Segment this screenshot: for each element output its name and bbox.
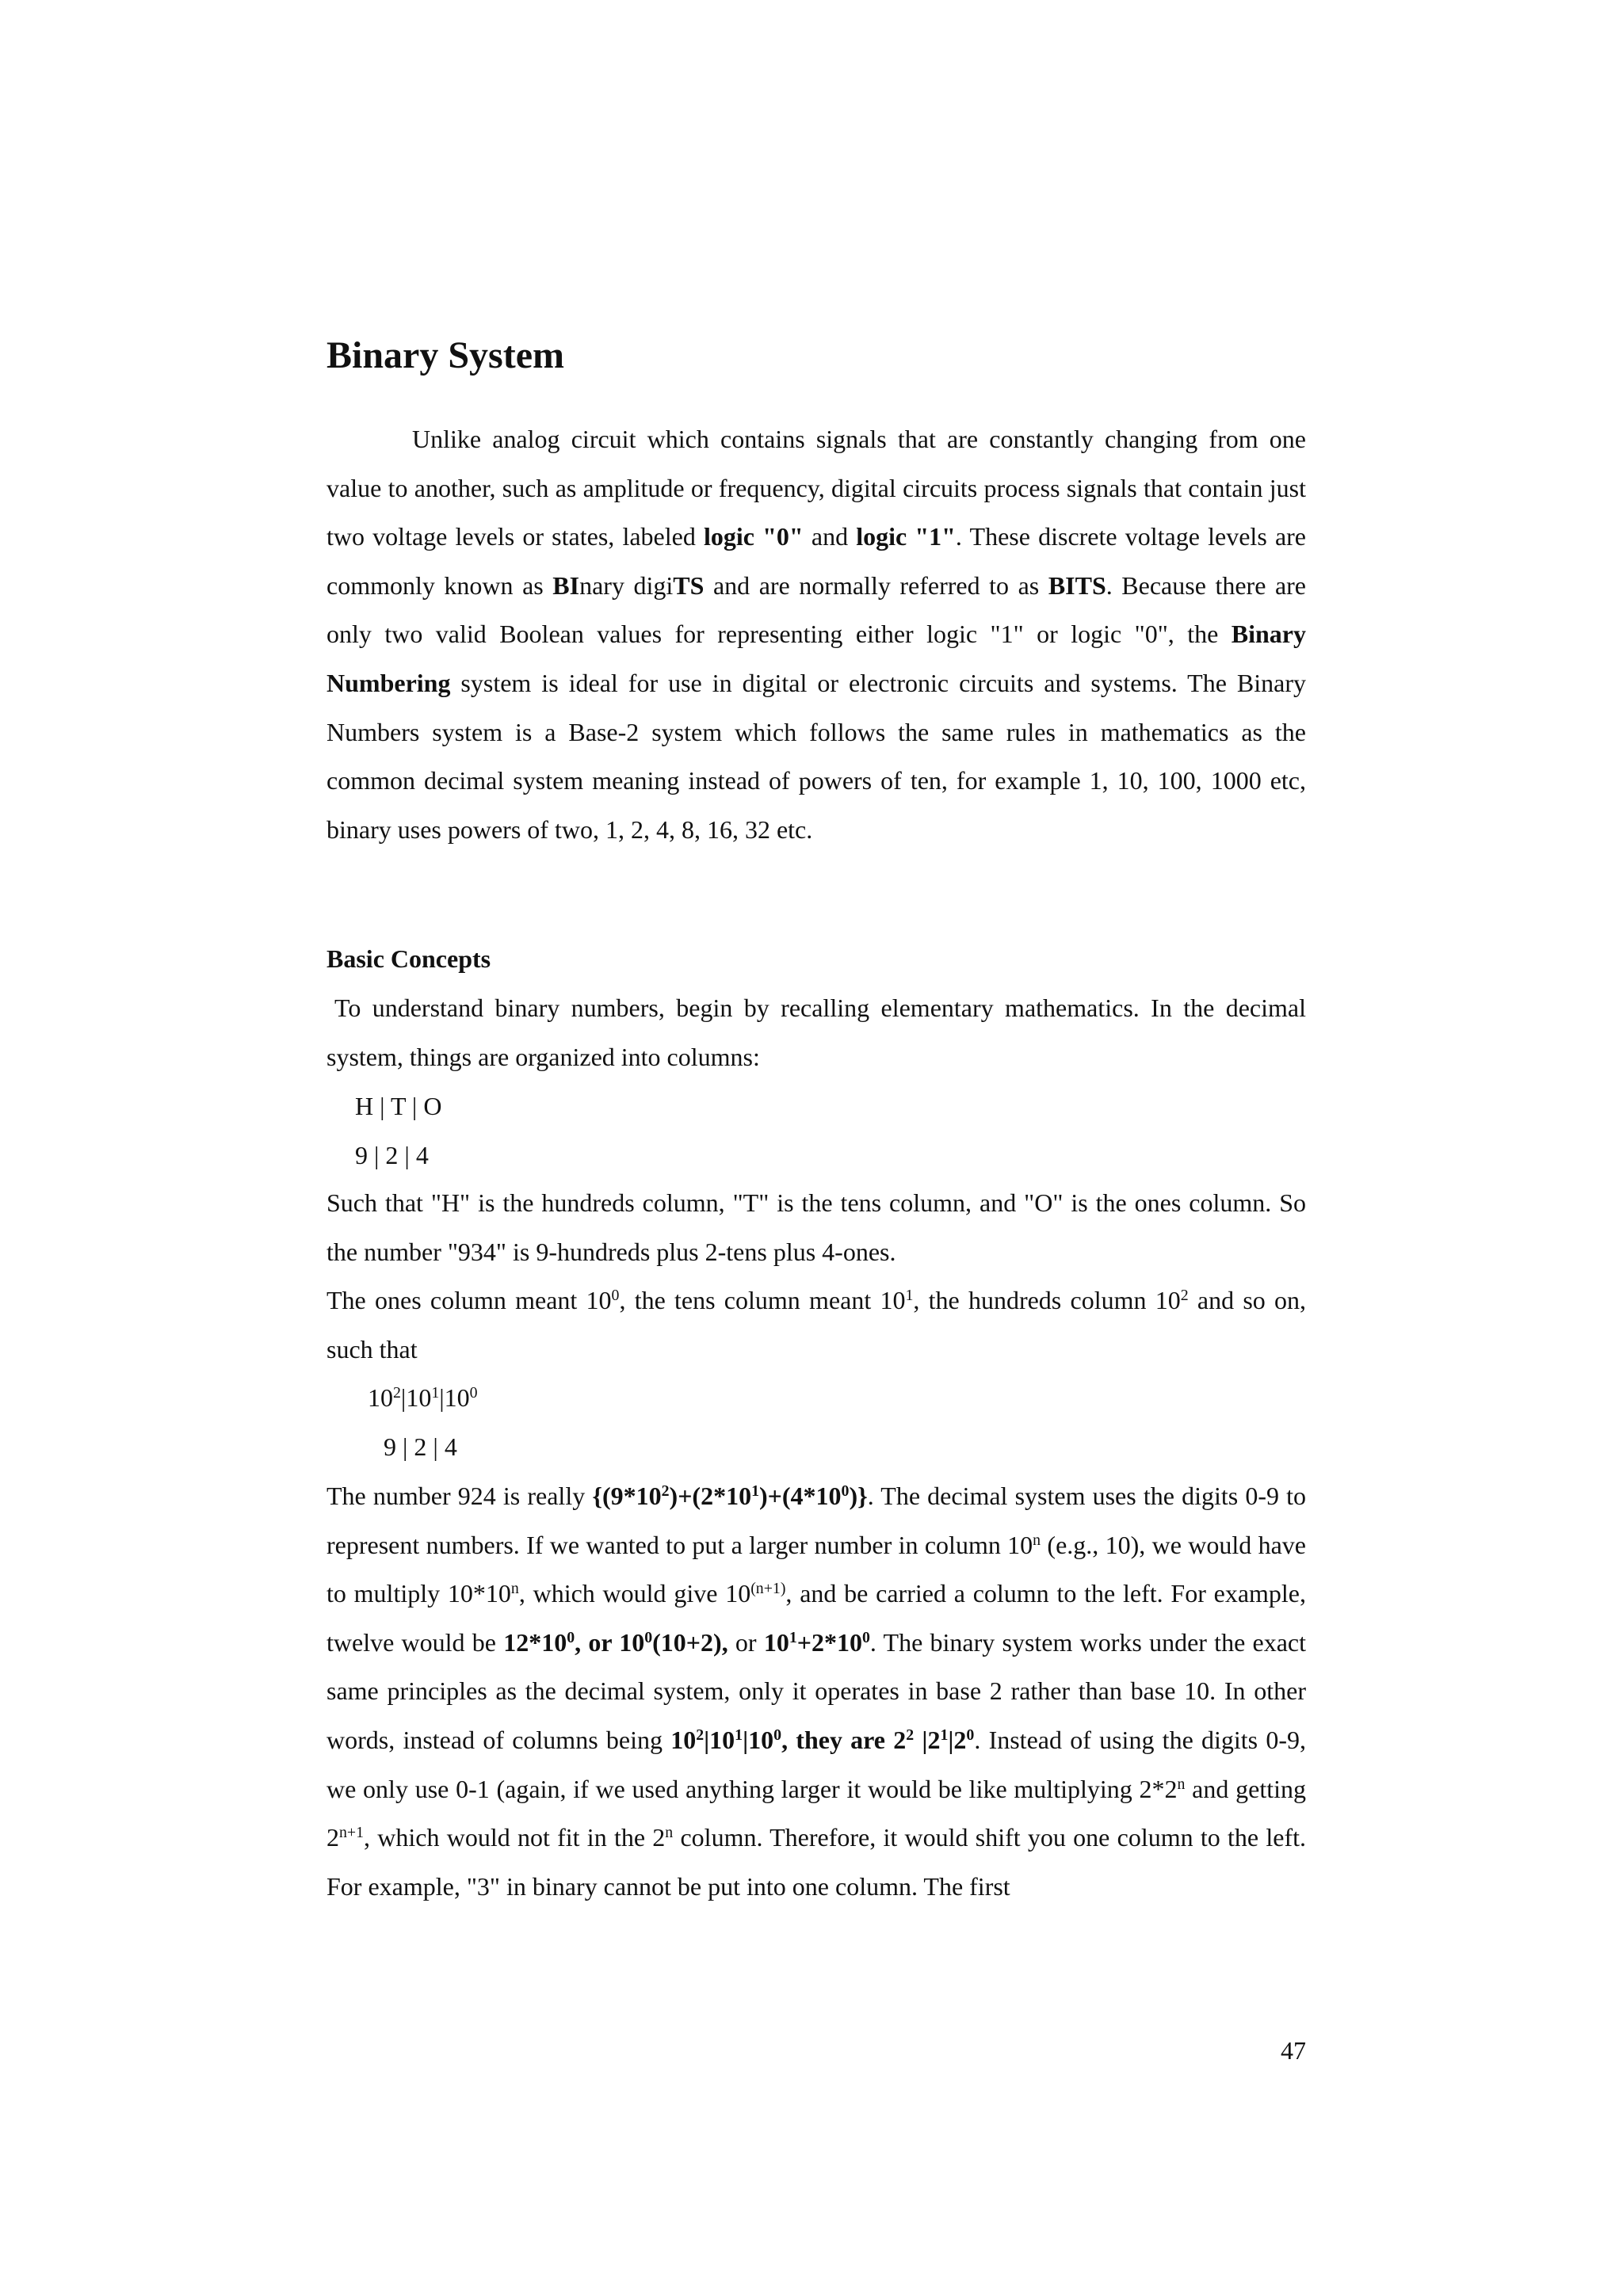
text-run: 10	[763, 1627, 789, 1657]
twelve-formula-alt	[764, 1628, 870, 1657]
text-run: , they are 2	[781, 1725, 907, 1754]
superscript: n	[1033, 1531, 1041, 1549]
text-run: )+(4*10	[759, 1482, 842, 1510]
text-run: The ones column meant 10	[327, 1286, 612, 1315]
twelve-formula	[503, 1628, 727, 1657]
superscript: 1	[431, 1384, 440, 1402]
superscript: 1	[940, 1726, 949, 1745]
text-run: , the tens column meant 10	[619, 1286, 906, 1315]
text-run: The number 924 is really	[327, 1482, 593, 1510]
text-run: (e.g., 10), we would have to multiply 10*10	[327, 1530, 1307, 1608]
column-value-row: 9 | 2 | 4	[355, 1141, 429, 1169]
superscript: 0	[469, 1384, 478, 1402]
superscript: 2	[661, 1482, 670, 1501]
text-run: |10	[704, 1725, 735, 1754]
text-run: , the hundreds column 10	[913, 1286, 1181, 1315]
superscript: n	[665, 1824, 674, 1842]
text-run: . Because there are only two valid Boolean values for representing either logic "1" or logic "0", the	[327, 570, 1307, 649]
superscript: 0	[611, 1287, 620, 1305]
powers-value-row: 9 | 2 | 4	[384, 1432, 457, 1461]
superscript: 0	[773, 1726, 782, 1745]
text-run: nary digi	[579, 570, 674, 600]
text-run: or	[727, 1627, 764, 1657]
text-run: . Instead of using the digits 0-9, we only use 0-1 (again, if we used anything larger it would be like multiplying 2*2	[327, 1725, 1307, 1803]
columns-explanation	[327, 1179, 1306, 1374]
superscript: 0	[861, 1628, 870, 1646]
text-run: 10	[406, 1383, 432, 1412]
text-run: )}	[849, 1482, 868, 1510]
term-bi: BI	[552, 570, 580, 600]
page-title: Binary System	[327, 334, 564, 376]
text-run: and getting 2	[327, 1774, 1307, 1852]
superscript: 1	[789, 1628, 797, 1646]
text-run: , and be carried a column to the left. For example, twelve would be	[327, 1579, 1307, 1657]
expansion-formula	[592, 1482, 867, 1510]
text-run: 10	[444, 1383, 470, 1412]
superscript: 1	[905, 1287, 914, 1305]
superscript: 1	[751, 1482, 759, 1501]
superscript: 0	[567, 1628, 575, 1646]
separator: |	[439, 1383, 445, 1412]
text-run: . These discrete voltage levels are commonly known as	[327, 522, 1306, 600]
text-run: and so on, such that	[327, 1286, 1307, 1363]
text-run: )+(2*10	[669, 1482, 752, 1510]
text-run: +2*10	[796, 1627, 862, 1657]
hto-paragraph: Such that "H" is the hundreds column, "T" is the tens column, and "O" is the ones column. So the number "934" is 9-hundreds plus 2-tens plus 4-ones.	[327, 1188, 1306, 1266]
superscript: 2	[393, 1384, 401, 1402]
text-run: . The decimal system uses the digits 0-9 to represent numbers. If we wanted to put a larger number in column 10	[327, 1482, 1307, 1559]
text-run: 12*10	[503, 1627, 567, 1657]
text-run: and are normally referred to as	[704, 570, 1048, 600]
columns-formula	[670, 1726, 974, 1754]
superscript: 2	[906, 1726, 915, 1745]
section-heading-basic-concepts: Basic Concepts	[327, 944, 491, 973]
decimal-binary-paragraph	[327, 1472, 1306, 1911]
superscript: 1	[735, 1726, 743, 1745]
text-run: , which would give 10	[518, 1579, 751, 1608]
superscript: 2	[696, 1726, 705, 1745]
text-run: 10	[368, 1383, 393, 1412]
text-run: (10+2),	[652, 1627, 728, 1657]
text-run: column. Therefore, it would shift you one column to the left. For example, "3" in binary cannot be put into one column. The first	[327, 1823, 1307, 1901]
text-run: , or 10	[575, 1627, 645, 1657]
term-bits: BITS	[1048, 570, 1106, 600]
term-logic-1: logic "1"	[856, 522, 956, 551]
basic-intro-paragraph: To understand binary numbers, begin by recalling elementary mathematics. In the decimal system, things are organized into columns:	[327, 994, 1306, 1071]
superscript: n	[1177, 1775, 1186, 1793]
text-run: |10	[743, 1725, 774, 1754]
text-run: {(9*10	[592, 1482, 662, 1510]
intro-paragraph	[327, 415, 1306, 854]
text-run: Unlike analog circuit which contains signals that are constantly changing from one value to another, such as amplitude or frequency, digital circuits process signals that contain just two voltage levels or states, labeled	[327, 425, 1306, 551]
term-logic-0: logic "0"	[704, 522, 804, 551]
powers-header-row	[368, 1374, 478, 1421]
text-run: , which would not fit in the 2	[364, 1823, 666, 1852]
text-run: and	[803, 522, 857, 551]
term-ts: TS	[673, 570, 705, 600]
column-header-row: H | T | O	[355, 1092, 442, 1120]
text-run: |2	[948, 1725, 967, 1754]
superscript: 0	[841, 1482, 850, 1501]
text-run: |2	[914, 1725, 941, 1754]
superscript: 2	[1180, 1287, 1189, 1305]
superscript: n+1	[339, 1824, 365, 1842]
text-run: system is ideal for use in digital or electronic circuits and systems. The Binary Numbers system is a Base-2 system which follows the same rules in mathematics as the common decimal system meaning instead of powers of ten, for example 1, 10, 100, 1000 etc, binary uses powers of two, 1, 2, 4, 8, 16, 32 etc.	[327, 668, 1306, 844]
superscript: (n+1)	[750, 1580, 786, 1598]
text-run: 10	[670, 1725, 697, 1754]
text-run: . The binary system works under the exact same principles as the decimal system, only it operates in base 2 rather than base 10. In other words, instead of columns being	[327, 1627, 1307, 1754]
separator: |	[400, 1383, 407, 1412]
powers-paragraph	[327, 1276, 1306, 1374]
superscript: 0	[644, 1628, 653, 1646]
superscript: n	[510, 1580, 519, 1598]
term-binary-numbering: Binary Numbering	[327, 620, 1306, 697]
superscript: 0	[966, 1726, 975, 1745]
page-number: 47	[1281, 2036, 1306, 2065]
